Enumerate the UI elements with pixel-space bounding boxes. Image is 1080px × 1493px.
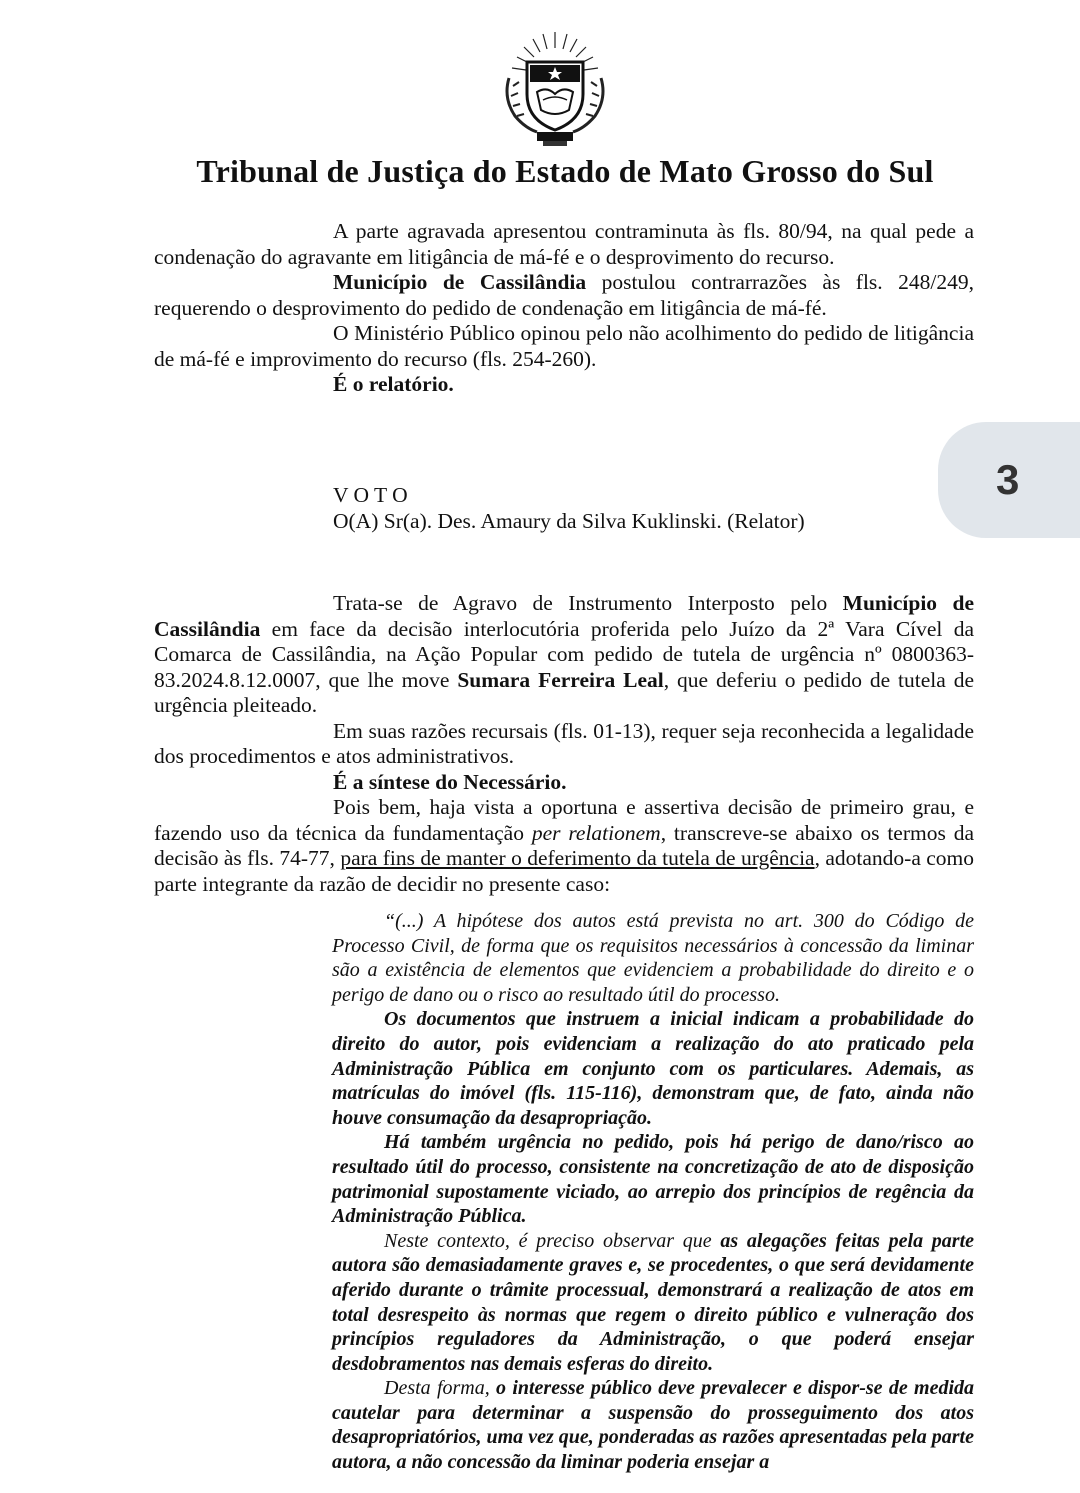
relator-line: O(A) Sr(a). Des. Amaury da Silva Kuklinski. (Relator) (333, 508, 805, 533)
quote-paragraph-5-lead: Desta forma, (384, 1377, 497, 1400)
quote-paragraph-3 (332, 1130, 974, 1228)
agravo-text-1: Trata-se de Agravo de Instrumento Interposto pelo (333, 591, 843, 615)
paragraph-pois-bem (154, 795, 974, 897)
per-relationem: per relationem (531, 820, 661, 845)
sintese-line (154, 770, 974, 796)
paragraph-contrarrazoes (154, 270, 974, 321)
agravo-municipio: Município de Cassilândia (154, 591, 974, 641)
pois-bem-text-1: Pois bem, haja vista a oportuna e assertiva decisão de primeiro grau, e fazendo uso da técnica da fundamentação (154, 795, 974, 845)
agravo-text-2: em face da decisão interlocutória proferida pelo Juízo da 2ª Vara Cível da Comarca de Cassilândia, na Ação Popular com pedido de tutela de urgência nº 0800363-83.2024.8.12.0007, que lhe move (154, 616, 974, 692)
coat-of-arms-emblem (497, 28, 613, 150)
quote-paragraph-4-bold: as alegações feitas pela parte autora são demasiadamente graves e, se procedentes, o que será devidamente aferido durante o trâmite processual, demonstrará a realização de atos em total desrespeito às normas que regem o direito público e vulneração dos princípios reguladores da Administração, o que poderá ensejar desdobramentos nas demais esferas do direito. (332, 1229, 975, 1375)
paragraph-agravo (154, 591, 974, 719)
page-number: 3 (996, 456, 1020, 503)
quote-paragraph-4-lead: Neste contexto, é preciso observar que (384, 1229, 721, 1252)
voto-section (154, 483, 974, 534)
quote-paragraph-2-text: Os documentos que instruem a inicial indicam a probabilidade do direito do autor, pois evidenciam a realização do ato praticado pela Administração Pública em conjunto com os particulares. Ademais, as matrículas do imóvel (fls. 115-116), demonstram que, de fato, ainda não houve consumação da desapropriação. (332, 1008, 974, 1129)
quote-paragraph-4 (332, 1229, 974, 1377)
paragraph-razoes: Em suas razões recursais (fls. 01-13), requer seja reconhecida a legalidade dos procedimentos e atos administrativos. (154, 718, 974, 768)
court-title: Tribunal de Justiça do Estado de Mato Grosso do Sul (196, 153, 934, 189)
paragraph-ministerio-publico: O Ministério Público opinou pelo não acolhimento do pedido de litigância de má-fé e improvimento do recurso (fls. 254-260). (154, 321, 974, 371)
report-closing-text: É o relatório. (333, 372, 454, 396)
quote-paragraph-5 (332, 1376, 974, 1474)
pois-bem-text-3: , adotando-a como parte integrante da razão de decidir no presente caso: (154, 846, 975, 896)
voto-heading: V O T O (333, 483, 408, 507)
pois-bem-text-2: , transcreve-se abaixo os termos da decisão às fls. 74-77, (154, 820, 974, 870)
quote-paragraph-1: “(...) A hipótese dos autos está prevista no art. 300 do Código de Processo Civil, de forma que os requisitos necessários à concessão da liminar são a existência de elementos que evidenciem a probabilidade do direito e o perigo de dano ou o risco ao resultado útil do processo. (332, 910, 974, 1006)
report-section (154, 219, 974, 398)
paragraph-contrarrazoes-text: postulou contrarrazões às fls. 248/249, requerendo o desprovimento do pedido de condenação em litigância de má-fé. (154, 270, 974, 320)
quote-paragraph-3-text: Há também urgência no pedido, pois há perigo de dano/risco ao resultado útil do processo, consistente na concretização de ato de disposição patrimonial supostamente viciado, ao arrepio dos princípios de regência da Administração Pública. (332, 1131, 974, 1228)
agravo-text-3: , que deferiu o pedido de tutela de urgência pleiteado. (154, 667, 975, 717)
voto-body (154, 591, 974, 897)
pois-bem-underlined: para fins de manter o deferimento da tutela de urgência (340, 846, 815, 870)
municipio-name: Município de Cassilândia (333, 270, 587, 294)
paragraph-contraminuta: A parte agravada apresentou contraminuta às fls. 80/94, na qual pede a condenação do agravante em litigância de má-fé e o desprovimento do recurso. (154, 219, 974, 269)
agravo-autora: Sumara Ferreira Leal (457, 667, 664, 692)
quote-paragraph-5-bold: o interesse público deve prevalecer e dispor-se de medida cautelar para determinar a suspensão do prosseguimento dos atos desapropriatórios, uma vez que, ponderadas as razões apresentadas pela parte autora, a não concessão da liminar poderia ensejar a (332, 1377, 974, 1474)
quote-paragraph-2 (332, 1007, 974, 1130)
report-closing (154, 372, 974, 398)
sintese-text: É a síntese do Necessário. (333, 769, 567, 794)
quoted-decision (332, 909, 974, 1475)
